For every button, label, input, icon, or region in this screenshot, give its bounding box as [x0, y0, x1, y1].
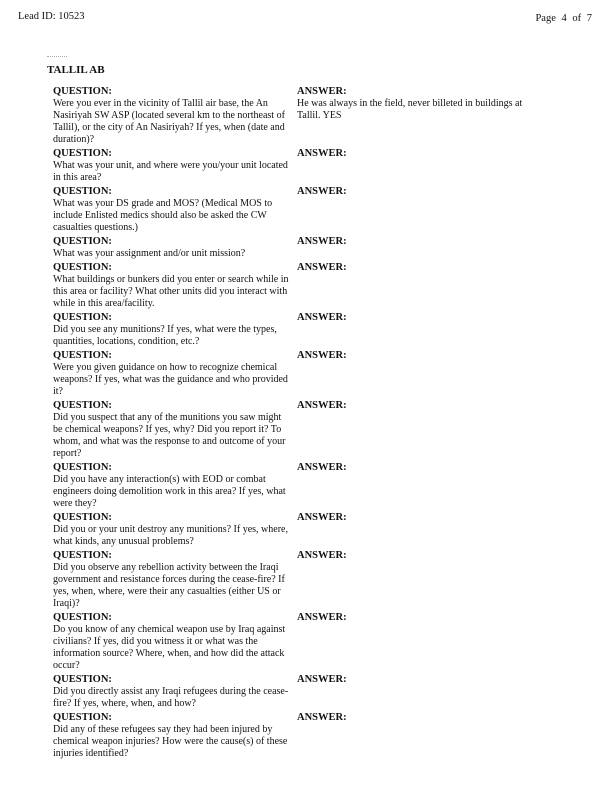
question-text-line: What buildings or bunkers did you enter or search while in	[53, 274, 289, 285]
qa-row	[53, 186, 598, 234]
question-text-line: it?	[53, 386, 63, 397]
question-label: QUESTION:	[53, 350, 112, 361]
lead-id: Lead ID: 10523	[18, 11, 85, 22]
question-text-line: be chemical weapons? If yes, why? Did you report it? To	[53, 424, 282, 435]
answer	[297, 236, 598, 248]
question-text-line: whom, and what was the response to and outcome of your	[53, 436, 286, 447]
question-text-line: duration)?	[53, 134, 95, 145]
question	[53, 312, 291, 348]
question-text-line: Tallil), or the city of An Nasiriyah? If yes, when (date and	[53, 122, 285, 133]
question-text-line: Were you ever in the vicinity of Tallil air base, the An	[53, 98, 268, 109]
answer-label: ANSWER:	[297, 86, 347, 97]
answer	[297, 312, 598, 324]
question-label: QUESTION:	[53, 312, 112, 323]
answer-label: ANSWER:	[297, 512, 347, 523]
question-text-line: information source? Where, when, and how did the attack	[53, 648, 285, 659]
question	[53, 350, 291, 398]
answer	[297, 674, 598, 686]
answer-label: ANSWER:	[297, 186, 347, 197]
question-label: QUESTION:	[53, 612, 112, 623]
answer-label: ANSWER:	[297, 612, 347, 623]
answer-label: ANSWER:	[297, 350, 347, 361]
qa-row	[53, 512, 598, 548]
qa-row	[53, 712, 598, 760]
question	[53, 236, 291, 260]
qa-row	[53, 674, 598, 710]
question-text-line: Were you given guidance on how to recognize chemical	[53, 362, 278, 373]
question-text-line: Did you or your unit destroy any munitions? If yes, where,	[53, 524, 288, 535]
answer	[297, 400, 598, 412]
answer-label: ANSWER:	[297, 712, 347, 723]
question	[53, 462, 291, 510]
answer	[297, 262, 598, 274]
question	[53, 186, 291, 234]
qa-row	[53, 400, 598, 460]
question-label: QUESTION:	[53, 550, 112, 561]
answer	[297, 148, 598, 160]
question-text-line: Did you suspect that any of the munitions you saw might	[53, 412, 282, 423]
question-text-line: occur?	[53, 660, 80, 671]
question-text-line: What was your DS grade and MOS? (Medical MOS to	[53, 198, 273, 209]
question-text-line: Iraqi)?	[53, 598, 80, 609]
question-text-line: government and resistance forces during the cease-fire? If	[53, 574, 285, 585]
question-text-line: while in this area/facility.	[53, 298, 155, 309]
question	[53, 550, 291, 610]
question-text-line: casualties questions.)	[53, 222, 138, 233]
question-label: QUESTION:	[53, 148, 112, 159]
answer-label: ANSWER:	[297, 674, 347, 685]
question-label: QUESTION:	[53, 712, 112, 723]
answer	[297, 350, 598, 362]
answer-label: ANSWER:	[297, 262, 347, 273]
question	[53, 86, 291, 146]
qa-row	[53, 312, 598, 348]
question-text-line: Did you see any munitions? If yes, what were the types,	[53, 324, 277, 335]
question-text-line: What was your unit, and where were you/your unit located	[53, 160, 288, 171]
question-text-line: fire? If yes, where, when, and how?	[53, 698, 196, 709]
answer-label: ANSWER:	[297, 312, 347, 323]
answer-label: ANSWER:	[297, 148, 347, 159]
answer	[297, 462, 598, 474]
question-text-line: this area or facility? What other units did you interact with	[53, 286, 288, 297]
question-text-line: Do you know of any chemical weapon use by Iraq against	[53, 624, 286, 635]
section-title: TALLIL AB	[47, 64, 105, 76]
answer	[297, 86, 598, 122]
page-number: Page 4 of 7	[535, 13, 592, 24]
question-label: QUESTION:	[53, 674, 112, 685]
divider	[47, 56, 67, 57]
qa-row	[53, 262, 598, 310]
question-label: QUESTION:	[53, 512, 112, 523]
question-label: QUESTION:	[53, 186, 112, 197]
question	[53, 512, 291, 548]
question-text-line: Nasiriyah SW ASP (located several km to the northeast of	[53, 110, 285, 121]
question-text-line: quantities, locations, condition, etc.?	[53, 336, 200, 347]
question-text-line: in this area?	[53, 172, 102, 183]
question-text-line: injuries identified?	[53, 748, 129, 759]
answer	[297, 612, 598, 624]
qa-row	[53, 462, 598, 510]
qa-row	[53, 350, 598, 398]
qa-row	[53, 148, 598, 184]
question-label: QUESTION:	[53, 400, 112, 411]
question	[53, 262, 291, 310]
answer-text-line: He was always in the field, never billeted in buildings at	[297, 98, 523, 109]
question-text-line: What was your assignment and/or unit mission?	[53, 248, 246, 259]
question-label: QUESTION:	[53, 86, 112, 97]
qa-list	[53, 86, 598, 762]
question-text-line: Did any of these refugees say they had been injured by	[53, 724, 273, 735]
answer-text-line: Tallil. YES	[297, 110, 342, 121]
answer-label: ANSWER:	[297, 400, 347, 411]
qa-row	[53, 550, 598, 610]
question-text-line: chemical weapon injuries? How were the cause(s) of these	[53, 736, 288, 747]
question-text-line: Did you observe any rebellion activity between the Iraqi	[53, 562, 279, 573]
question-text-line: engineers doing demolition work in this area? If yes, what	[53, 486, 286, 497]
question	[53, 674, 291, 710]
qa-row	[53, 236, 598, 260]
question-label: QUESTION:	[53, 262, 112, 273]
question-label: QUESTION:	[53, 236, 112, 247]
qa-row	[53, 612, 598, 672]
answer	[297, 512, 598, 524]
qa-row	[53, 86, 598, 146]
question	[53, 612, 291, 672]
answer-label: ANSWER:	[297, 462, 347, 473]
question-text-line: include Enlisted medics should also be asked the CW	[53, 210, 267, 221]
answer-label: ANSWER:	[297, 236, 347, 247]
question	[53, 400, 291, 460]
question-text-line: what kinds, any unusual problems?	[53, 536, 194, 547]
question-text-line: yes, when, where, were their any casualties (either US or	[53, 586, 281, 597]
question-text-line: weapons? If yes, what was the guidance and who provided	[53, 374, 288, 385]
answer	[297, 712, 598, 724]
question-text-line: report?	[53, 448, 82, 459]
question	[53, 148, 291, 184]
question-label: QUESTION:	[53, 462, 112, 473]
answer	[297, 550, 598, 562]
question	[53, 712, 291, 760]
question-text-line: Did you have any interaction(s) with EOD or combat	[53, 474, 266, 485]
question-text-line: civilians? If yes, did you witness it or what was the	[53, 636, 258, 647]
answer	[297, 186, 598, 198]
question-text-line: Did you directly assist any Iraqi refugees during the cease-	[53, 686, 289, 697]
question-text-line: were they?	[53, 498, 97, 509]
answer-label: ANSWER:	[297, 550, 347, 561]
